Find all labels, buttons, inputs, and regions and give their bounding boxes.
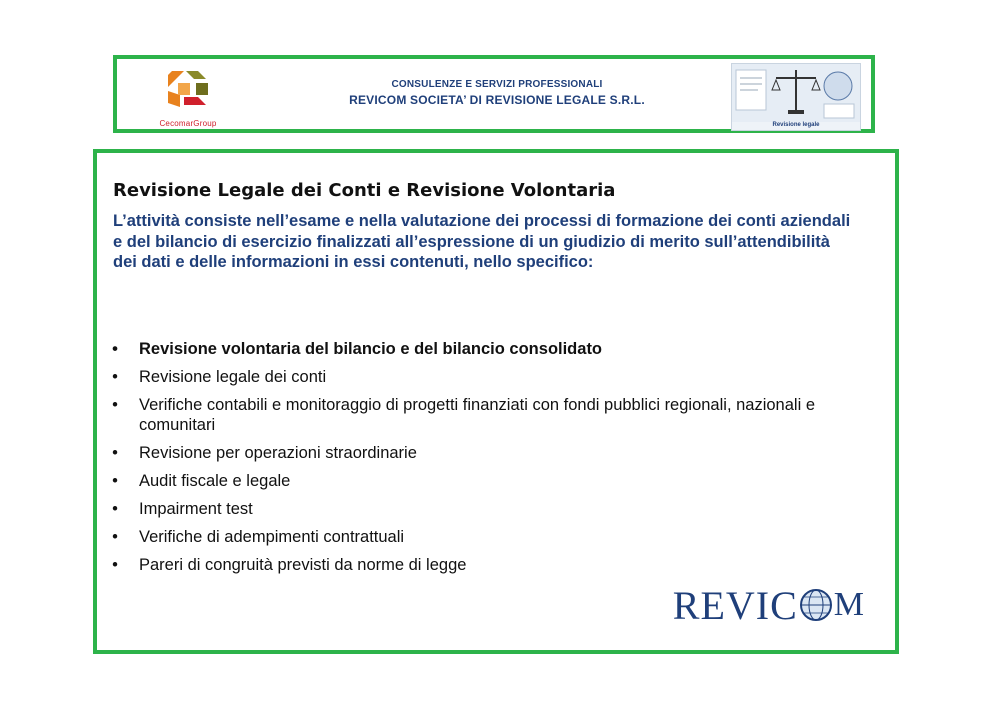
list-item <box>107 555 877 575</box>
list-item-text: Verifiche contabili e monitoraggio di progetti finanziati con fondi pubblici regionali, nazionali e comunitari <box>139 396 816 434</box>
list-item <box>107 499 877 519</box>
globe-icon <box>799 588 833 622</box>
bullet: • <box>112 396 118 414</box>
list-item-text: Verifiche di adempimenti contrattuali <box>139 528 405 546</box>
header-titles <box>317 79 677 107</box>
bullet: • <box>112 528 118 546</box>
list-item-text: Revisione volontaria del bilancio e del bilancio consolidato <box>139 340 603 358</box>
header-company-name: REVICOM SOCIETA’ DI REVISIONE LEGALE S.R.L. <box>349 93 645 107</box>
revisione-legale-thumbnail <box>731 63 861 131</box>
list-item <box>107 395 877 435</box>
revicom-logo <box>673 582 865 628</box>
bullet: • <box>112 472 118 490</box>
list-item-text: Audit fiscale e legale <box>139 472 291 490</box>
list-item <box>107 339 877 359</box>
logo-text-prefix: REVIC <box>672 582 798 628</box>
cecomar-logo-icon <box>147 65 229 119</box>
list-item-text: Pareri di congruità previsti da norme di legge <box>139 556 467 574</box>
list-item-text: Revisione per operazioni straordinarie <box>139 444 417 462</box>
bullet: • <box>112 368 118 386</box>
group-caption: CecomarGroup <box>159 119 217 128</box>
bullet: • <box>112 500 118 518</box>
header-subtitle: CONSULENZE E SERVIZI PROFESSIONALI <box>391 79 603 90</box>
cecomar-group-logo <box>147 65 229 129</box>
bullet: • <box>112 340 118 358</box>
list-item-text: Revisione legale dei conti <box>139 368 327 386</box>
bullet: • <box>112 444 118 462</box>
list-item <box>107 443 877 463</box>
services-list <box>107 339 877 583</box>
header-banner <box>113 55 875 133</box>
list-item-text: Impairment test <box>139 500 253 518</box>
list-item <box>107 471 877 491</box>
intro-paragraph: L’attività consiste nell’esame e nella valutazione dei processi di formazione dei conti aziendali e del bilancio di esercizio finalizzati all’espressione di un giudizio di merito sull’attendibilità dei dati e delle informazioni in essi contenuti, nello specifico: <box>113 212 851 271</box>
logo-text-suffix: M <box>833 586 865 623</box>
content-panel <box>93 149 899 654</box>
list-item <box>107 527 877 547</box>
page-title: Revisione Legale dei Conti e Revisione Volontaria <box>113 180 616 201</box>
bullet: • <box>112 556 118 574</box>
list-item <box>107 367 877 387</box>
thumbnail-caption: Revisione legale <box>772 122 820 128</box>
scales-justice-image-icon <box>732 64 860 122</box>
